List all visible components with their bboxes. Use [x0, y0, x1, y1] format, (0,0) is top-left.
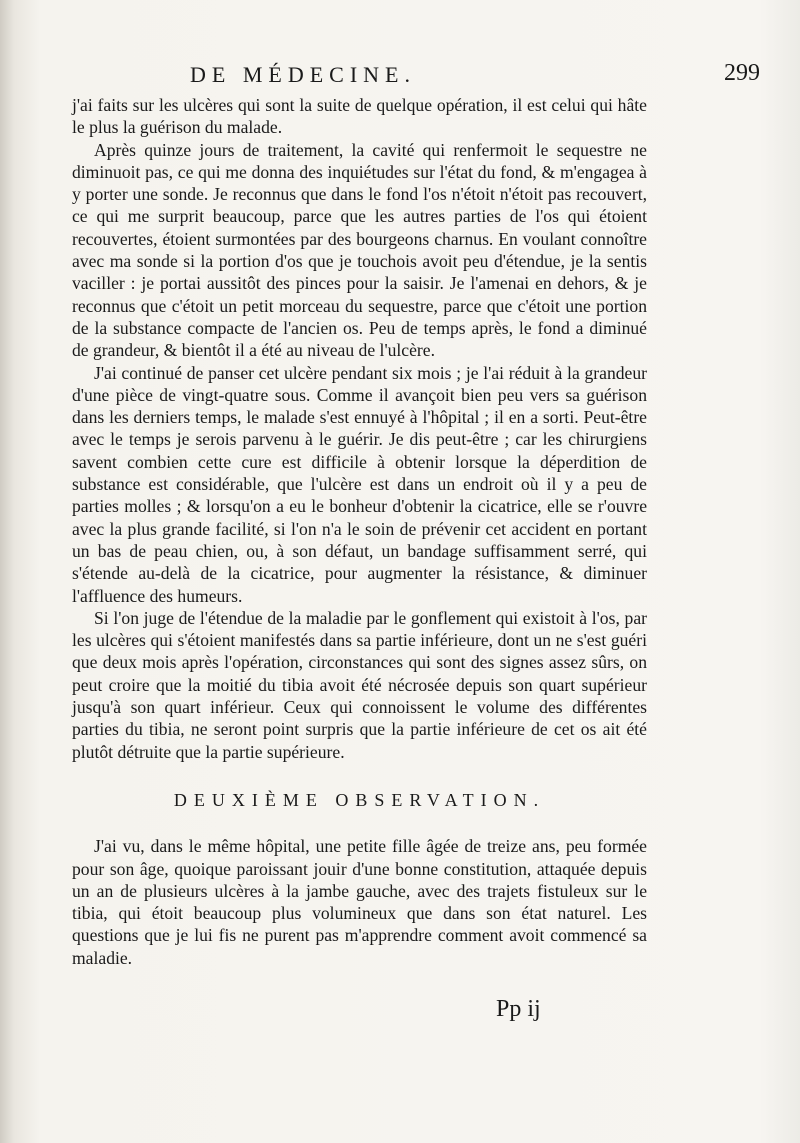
paragraph-observation: J'ai vu, dans le même hôpital, une petite fille âgée de treize ans, peu formée pour son âge, quoique paroissant jouir d'une bonne constitution, attaquée depuis un an de plusieurs ulcères à la jambe gauche, avec des trajets fistuleux sur le tibia, qui étoit beaucoup plus volumineux que dans son état naturel. Les questions que je lui fis ne purent pas m'apprendre comment avoit commencé sa maladie. — [72, 836, 647, 968]
signature-mark: Pp ij — [496, 996, 541, 1022]
page-number: 299 — [724, 60, 760, 86]
body-text — [72, 94, 647, 969]
running-head: DE MÉDECINE. — [190, 62, 416, 87]
paragraph-extent: Si l'on juge de l'étendue de la maladie par le gonflement qui existoit à l'os, par les ulcères qui s'étoient manifestés dans sa partie inférieure, dont un ne s'est guéri que deux mois après l'opération, circonstances qui sont des signes assez sûrs, on peut croire que la moitié du tibia avoit été nécrosée depuis son quart supérieur jusqu'à son quart inférieur. Ceux qui connoissent le volume des différentes parties du tibia, ne seront point surpris que la partie inférieure de cet os ait été plutôt détruite que la partie supérieure. — [72, 607, 647, 762]
paragraph-dressing: J'ai continué de panser cet ulcère pendant six mois ; je l'ai réduit à la grandeur d'une pièce de vingt-quatre sous. Comme il avançoit bien peu vers sa guérison dans les derniers temps, le malade s'est ennuyé à l'hôpital ; il en a sorti. Peut-être avec le temps je serois parvenu à le guérir. Je dis peut-être ; car les chirurgiens savent combien cette cure est difficile à obtenir lorsque la déperdition de substance est considérable, que l'ulcère est dans un endroit où il y a peu de parties molles ; & lorsqu'on a eu le bonheur d'obtenir la cicatrice, elle se r'ouvre avec la plus grande facilité, si l'on n'a le soin de prévenir cet accident en portant un bas de peau chien, ou, à son défaut, un bandage suffisamment serré, qui s'étende au-delà de la cicatrice, pour augmenter la résistance, & diminuer l'affluence des humeurs. — [72, 362, 647, 606]
paragraph-continuation: j'ai faits sur les ulcères qui sont la suite de quelque opération, il est celui qui hâte le plus la guérison du malade. — [72, 95, 647, 138]
section-heading: DEUXIÈME OBSERVATION. — [173, 789, 546, 810]
paragraph-treatment: Après quinze jours de traitement, la cavité qui renfermoit le sequestre ne diminuoit pas, ce qui me donna des inquiétudes sur l'état du fond, & m'engagea à y porter une sonde. Je reconnus que dans le fond l'os n'étoit n'étoit pas recouvert, ce qui me surprit beaucoup, parce que les autres parties de l'os qui étoient recouvertes, étoient surmontées par des bourgeons charnus. En voulant connoître avec ma sonde si la portion d'os que je touchois avoit peu d'étendue, je la sentis vaciller : je portai aussitôt des pinces pour la saisir. Je l'amenai en dehors, & je reconnus que c'étoit un petit morceau du sequestre, parce que c'étoit une portion de la substance compacte de l'ancien os. Peu de temps après, le fond a diminué de grandeur, & bientôt il a été au niveau de l'ulcère. — [72, 139, 647, 361]
page-header — [70, 60, 760, 90]
